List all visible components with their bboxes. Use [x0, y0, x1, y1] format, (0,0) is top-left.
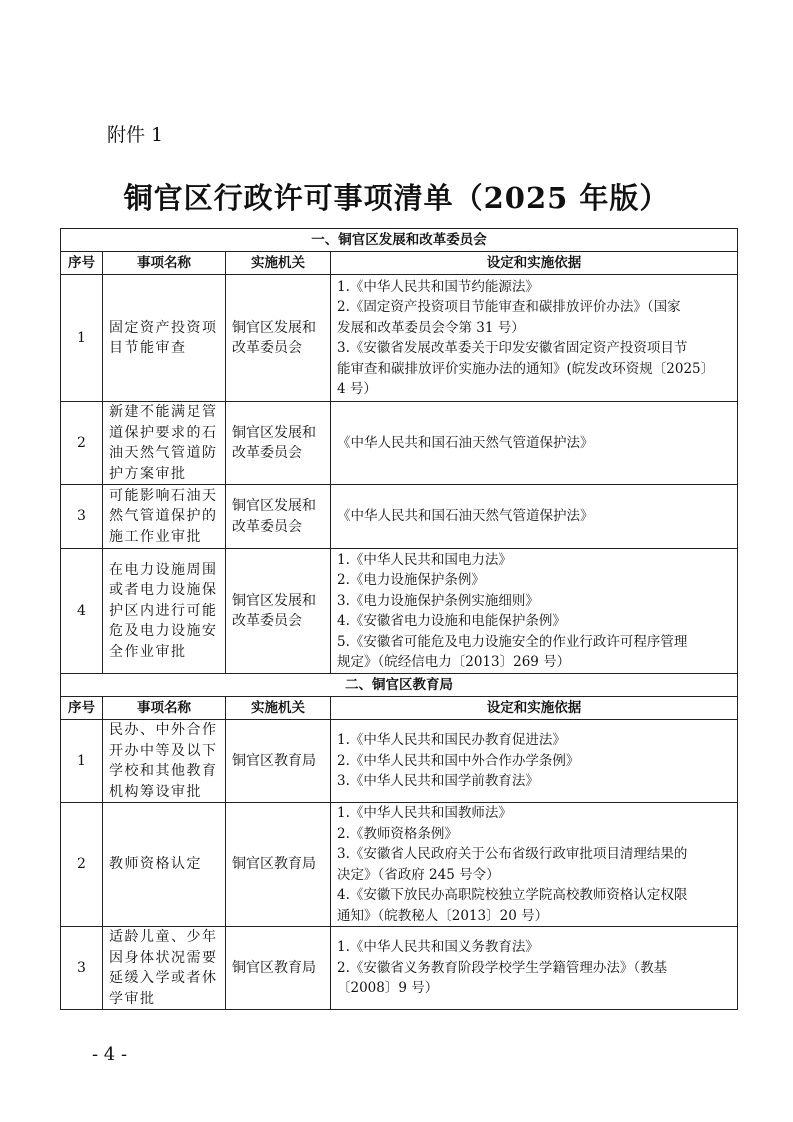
text-line: 铜官区发展和: [232, 592, 316, 609]
text-line: 开办中等及以下: [109, 742, 218, 759]
column-headers: [61, 697, 738, 720]
text-line: 1.《中华人民共和国义务教育法》: [337, 939, 539, 956]
item-name-cell: [103, 549, 226, 674]
basis-cell: [331, 402, 738, 485]
text-line: 铜官区教育局: [232, 856, 316, 873]
text-line: 铜官区发展和: [232, 498, 316, 514]
text-line: 2.《中华人民共和国中外合作办学条例》: [337, 752, 580, 769]
table-row: [61, 803, 738, 927]
text-line: 《中华人民共和国石油天然气管道保护法》: [337, 508, 594, 525]
text-line: 4.《安徽下放民办高职院校独立学院高校教师资格认定权限: [337, 887, 688, 903]
header-basis: 设定和实施依据: [331, 252, 738, 275]
header-agency: 实施机关: [226, 697, 331, 720]
text-line: 学校和其他教育: [109, 763, 218, 779]
seq-cell: 4: [61, 549, 103, 674]
text-line: 全作业审批: [109, 643, 187, 660]
permit-table: [60, 228, 738, 1010]
text-line: 1.《中华人民共和国电力法》: [337, 551, 512, 568]
text-line: 1.《中华人民共和国民办教育促进法》: [337, 732, 566, 749]
text-line: 施工作业审批: [109, 528, 202, 545]
agency-cell: [226, 549, 331, 674]
agency-cell: [226, 927, 331, 1010]
page-number: - 4 -: [92, 1044, 128, 1065]
text-line: 危及电力设施安: [109, 623, 218, 640]
text-line: 5.《安徽省可能危及电力设施安全的作业行政许可程序管理: [337, 633, 688, 650]
seq-cell: 3: [61, 485, 103, 549]
text-line: 改革委员会: [232, 445, 302, 461]
table-row: [61, 485, 738, 549]
basis-cell: [331, 275, 738, 402]
text-line: 铜官区发展和: [232, 424, 316, 441]
text-line: 机构筹设审批: [109, 783, 202, 800]
text-line: 2.《电力设施保护条例》: [337, 572, 485, 588]
table-row: [61, 275, 738, 402]
text-line: 铜官区教育局: [232, 959, 316, 976]
text-line: 通知》（皖教秘人〔2013〕20 号）: [337, 907, 549, 924]
header-name: 事项名称: [103, 252, 226, 275]
section-title: 一、铜官区发展和改革委员会: [61, 229, 738, 252]
text-line: 在电力设施周围: [109, 561, 218, 578]
item-name-cell: [103, 275, 226, 402]
agency-cell: [226, 402, 331, 485]
text-line: 适龄儿童、少年: [109, 929, 218, 945]
text-line: 可能影响石油天: [109, 487, 218, 504]
seq-cell: 1: [61, 275, 103, 402]
text-line: 固定资产投资项: [109, 319, 218, 336]
text-line: 1.《中华人民共和国节约能源法》: [337, 278, 539, 295]
column-headers: [61, 252, 738, 275]
agency-cell: [226, 803, 331, 927]
item-name-cell: [103, 720, 226, 803]
section-header: [61, 229, 738, 252]
text-line: 民办、中外合作: [109, 722, 218, 738]
item-name-cell: [103, 485, 226, 549]
table-row: [61, 927, 738, 1010]
text-line: 发展和改革委员会令第 31 号）: [337, 319, 525, 336]
item-name-cell: [103, 927, 226, 1010]
header-seq: 序号: [61, 252, 103, 275]
text-line: 新建不能满足管: [109, 404, 218, 420]
text-line: 3.《中华人民共和国学前教育法》: [337, 773, 539, 790]
section-title: 二、铜官区教育局: [61, 674, 738, 697]
item-name-cell: [103, 402, 226, 485]
text-line: 3.《电力设施保护条例实施细则》: [337, 592, 539, 609]
header-name: 事项名称: [103, 697, 226, 720]
text-line: 铜官区教育局: [232, 752, 316, 769]
text-line: 2.《安徽省义务教育阶段学校学生学籍管理办法》（教基: [337, 959, 668, 976]
text-line: 规定》（皖经信电力〔2013〕269 号）: [337, 654, 571, 670]
seq-cell: 2: [61, 402, 103, 485]
seq-cell: 3: [61, 927, 103, 1010]
text-line: 2.《教师资格条例》: [337, 825, 458, 842]
text-line: 2.《固定资产投资项目节能审查和碳排放评价办法》（国家: [337, 299, 681, 315]
agency-cell: [226, 485, 331, 549]
text-line: 《中华人民共和国石油天然气管道保护法》: [337, 434, 594, 451]
text-line: 改革委员会: [232, 518, 302, 535]
item-name-cell: [103, 803, 226, 927]
text-line: 道保护要求的石: [109, 424, 218, 441]
text-line: 因身体状况需要: [109, 949, 218, 966]
text-line: 铜官区发展和: [232, 319, 316, 336]
basis-cell: [331, 549, 738, 674]
text-line: 〔2008〕9 号）: [337, 980, 439, 997]
header-agency: 实施机关: [226, 252, 331, 275]
header-basis: 设定和实施依据: [331, 697, 738, 720]
agency-cell: [226, 720, 331, 803]
text-line: 学审批: [109, 990, 156, 1007]
text-line: 目节能审查: [109, 340, 187, 356]
table-row: [61, 549, 738, 674]
text-line: 改革委员会: [232, 340, 302, 356]
text-line: 改革委员会: [232, 613, 302, 629]
basis-cell: [331, 803, 738, 927]
text-line: 然气管道保护的: [109, 508, 218, 525]
text-line: 护方案审批: [109, 465, 187, 482]
text-line: 3.《安徽省人民政府关于公布省级行政审批项目清理结果的: [337, 846, 688, 862]
table-row: [61, 402, 738, 485]
basis-cell: [331, 927, 738, 1010]
document-title: 铜官区行政许可事项清单（2025 年版）: [123, 181, 670, 215]
text-line: 油天然气管道防: [109, 445, 218, 461]
text-line: 教师资格认定: [109, 856, 202, 873]
section-header: [61, 674, 738, 697]
seq-cell: 1: [61, 720, 103, 803]
agency-cell: [226, 275, 331, 402]
text-line: 或者电力设施保: [109, 582, 218, 599]
text-line: 延缓入学或者休: [109, 970, 218, 986]
text-line: 能审查和碳排放评价实施办法的通知》(皖发改环资规〔2025〕: [337, 360, 715, 377]
seq-cell: 2: [61, 803, 103, 927]
attachment-label: 附件 1: [107, 124, 164, 146]
basis-cell: [331, 485, 738, 549]
text-line: 护区内进行可能: [109, 602, 218, 619]
text-line: 1.《中华人民共和国教师法》: [337, 805, 512, 821]
text-line: 4.《安徽省电力设施和电能保护条例》: [337, 613, 566, 629]
text-line: 决定》（省政府 245 号令）: [337, 866, 500, 883]
text-line: 3.《安徽省发展改革委关于印发安徽省固定资产投资项目节: [337, 340, 688, 356]
table-row: [61, 720, 738, 803]
header-seq: 序号: [61, 697, 103, 720]
basis-cell: [331, 720, 738, 803]
text-line: 4 号）: [337, 381, 377, 397]
